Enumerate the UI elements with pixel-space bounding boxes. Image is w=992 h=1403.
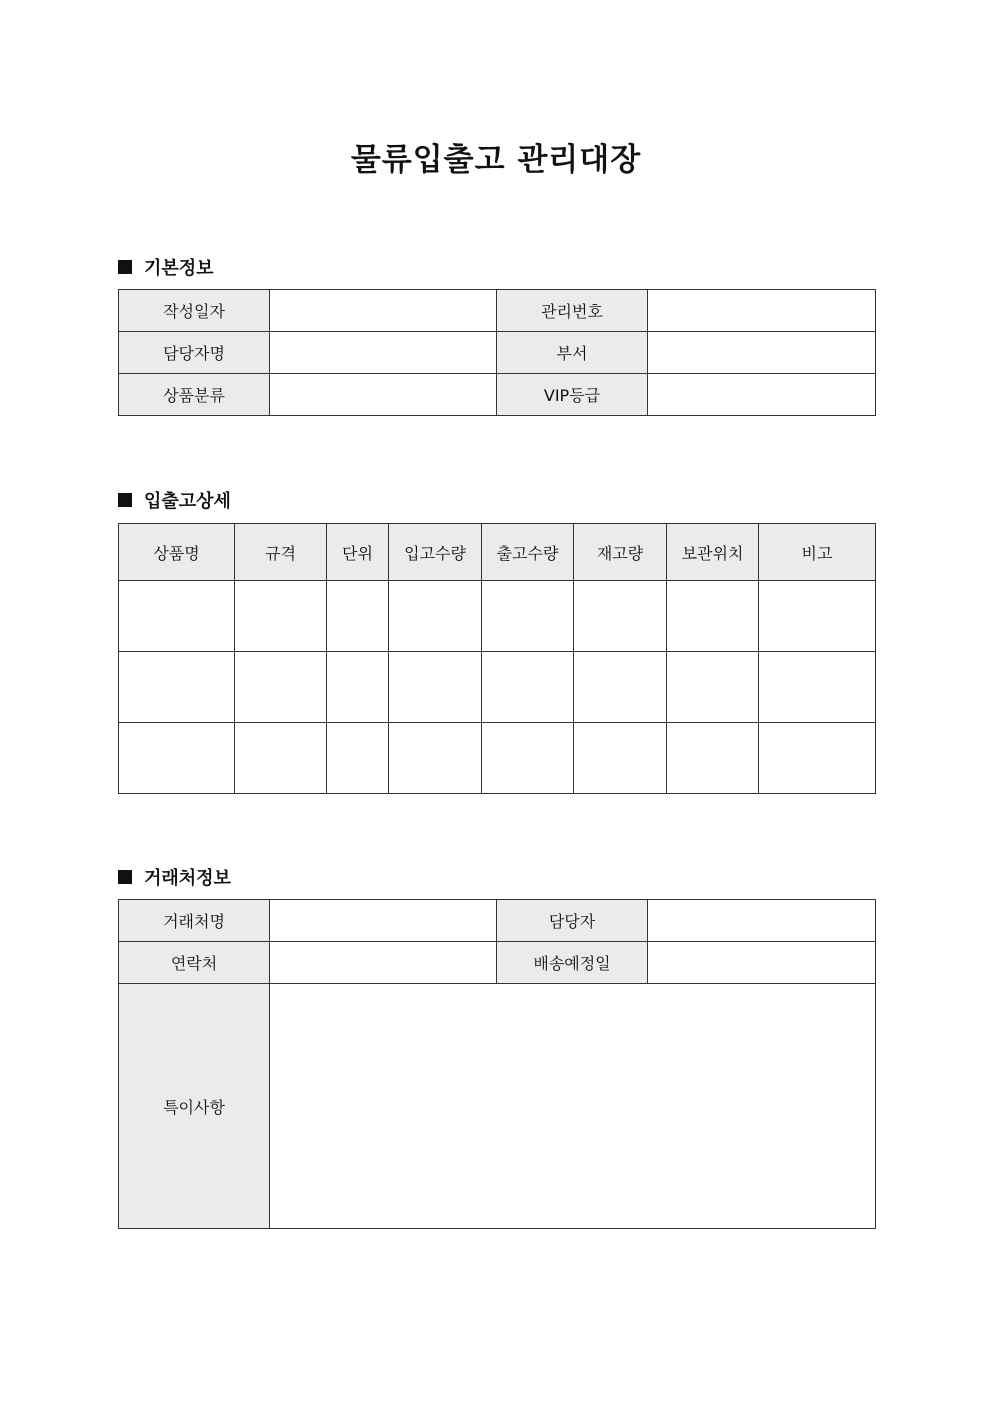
table-row — [119, 723, 876, 794]
table-cell[interactable] — [235, 652, 327, 723]
value-cell[interactable] — [648, 290, 876, 332]
value-cell[interactable] — [648, 332, 876, 374]
value-cell[interactable] — [270, 374, 497, 416]
value-cell[interactable] — [270, 942, 497, 984]
label-cell: 담당자명 — [119, 332, 270, 374]
table-cell[interactable] — [119, 581, 235, 652]
section-heading-basic — [118, 254, 214, 280]
table-cell[interactable] — [482, 581, 574, 652]
value-cell[interactable] — [270, 290, 497, 332]
table-cell[interactable] — [667, 723, 759, 794]
table-cell[interactable] — [574, 581, 667, 652]
column-header: 규격 — [235, 524, 327, 581]
detail-table — [118, 523, 876, 794]
table-row — [119, 332, 876, 374]
label-cell: 관리번호 — [497, 290, 648, 332]
table-row — [119, 900, 876, 942]
column-header: 보관위치 — [667, 524, 759, 581]
notes-label-cell: 특이사항 — [119, 984, 270, 1229]
table-cell[interactable] — [327, 652, 389, 723]
partner-info-table — [118, 899, 876, 1229]
table-cell[interactable] — [667, 581, 759, 652]
square-bullet-icon — [118, 493, 132, 507]
table-row — [119, 942, 876, 984]
section-heading-partner — [118, 864, 231, 890]
table-row — [119, 290, 876, 332]
table-cell[interactable] — [574, 723, 667, 794]
label-cell: 연락처 — [119, 942, 270, 984]
table-header-row — [119, 524, 876, 581]
basic-info-table — [118, 289, 876, 416]
column-header: 입고수량 — [389, 524, 482, 581]
label-cell: 작성일자 — [119, 290, 270, 332]
table-cell[interactable] — [235, 581, 327, 652]
square-bullet-icon — [118, 870, 132, 884]
table-cell[interactable] — [759, 581, 876, 652]
section-heading-label: 기본정보 — [144, 258, 214, 279]
table-row-notes — [119, 984, 876, 1229]
notes-value-cell[interactable] — [270, 984, 876, 1229]
section-heading-detail — [118, 487, 231, 513]
table-cell[interactable] — [759, 723, 876, 794]
table-cell[interactable] — [389, 581, 482, 652]
value-cell[interactable] — [648, 900, 876, 942]
label-cell: 부서 — [497, 332, 648, 374]
table-cell[interactable] — [574, 652, 667, 723]
table-cell[interactable] — [327, 723, 389, 794]
label-cell: VIP등급 — [497, 374, 648, 416]
column-header: 비고 — [759, 524, 876, 581]
label-cell: 배송예정일 — [497, 942, 648, 984]
square-bullet-icon — [118, 260, 132, 274]
section-heading-label: 거래처정보 — [144, 868, 231, 889]
label-cell: 상품분류 — [119, 374, 270, 416]
column-header: 단위 — [327, 524, 389, 581]
value-cell[interactable] — [270, 332, 497, 374]
value-cell[interactable] — [270, 900, 497, 942]
column-header: 출고수량 — [482, 524, 574, 581]
table-cell[interactable] — [327, 581, 389, 652]
page-title: 물류입출고 관리대장 — [350, 142, 642, 178]
value-cell[interactable] — [648, 942, 876, 984]
section-heading-label: 입출고상세 — [144, 491, 231, 512]
table-cell[interactable] — [759, 652, 876, 723]
table-row — [119, 652, 876, 723]
label-cell: 거래처명 — [119, 900, 270, 942]
table-cell[interactable] — [482, 652, 574, 723]
column-header: 재고량 — [574, 524, 667, 581]
column-header: 상품명 — [119, 524, 235, 581]
table-cell[interactable] — [482, 723, 574, 794]
table-row — [119, 374, 876, 416]
table-cell[interactable] — [119, 652, 235, 723]
value-cell[interactable] — [648, 374, 876, 416]
table-cell[interactable] — [667, 652, 759, 723]
table-cell[interactable] — [389, 723, 482, 794]
table-cell[interactable] — [389, 652, 482, 723]
label-cell: 담당자 — [497, 900, 648, 942]
table-cell[interactable] — [119, 723, 235, 794]
table-row — [119, 581, 876, 652]
table-cell[interactable] — [235, 723, 327, 794]
